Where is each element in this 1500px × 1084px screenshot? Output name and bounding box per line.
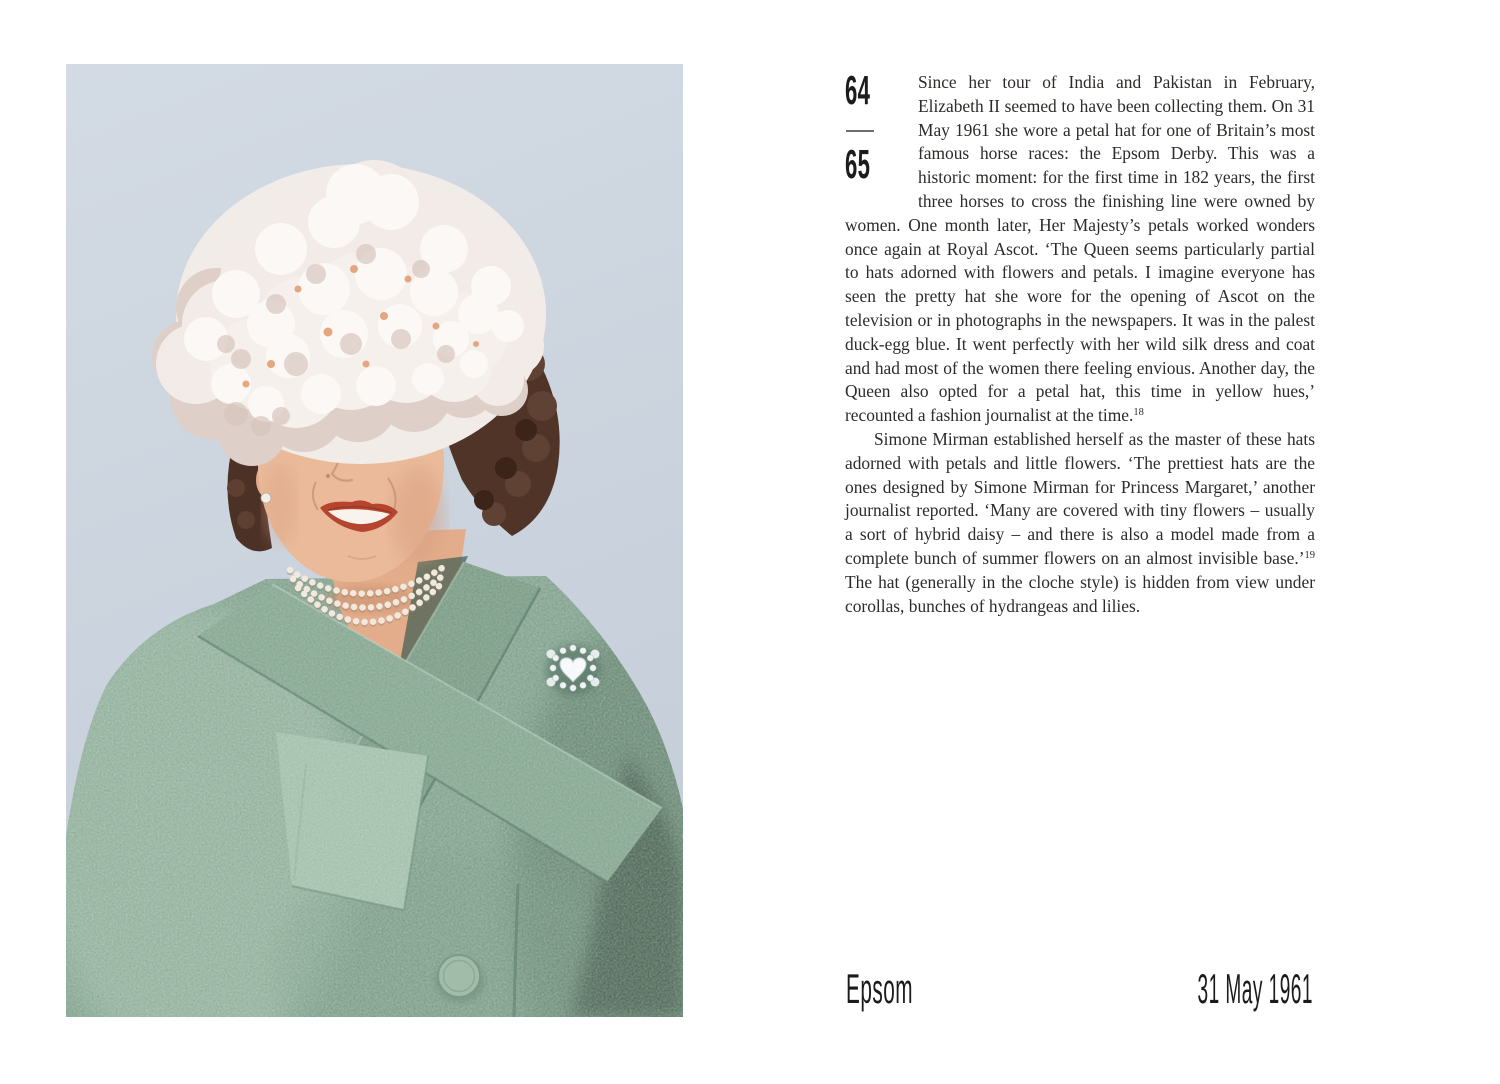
paragraph-1-text: Since her tour of India and Pakistan in February, Elizabeth II seemed to have been collecting them. On 31 May 1961 she wore a petal hat for one of Britain’s most famous horse races: the Epsom Derby. This was a historic moment: for the first time in 182 years, the first three horses to cross the finishing line were owned by women. One month later, Her Majesty’s petals worked wonders once again at Royal Ascot. ‘The Queen seems particularly partial to hats adorned with flowers and petals. I imagine everyone has seen the pretty hat she wore for the opening of Ascot on the television or in photographs in the newspapers. It was in the palest duck-egg blue. It went perfectly with her wild silk dress and coat and had most of the women there feeling envious. Another day, the Queen also opted for a petal hat, this time in yellow hues,’ recounted a fashion journalist at the time. (845, 72, 1315, 426)
page-number-bottom: 65 (845, 141, 871, 187)
paragraph-2-continuation: The hat (generally in the cloche style) is hidden from view under corollas, bunches of hydrangeas and lilies. (845, 571, 1315, 616)
paragraph-2 (845, 428, 1315, 618)
footnote-ref: 18 (1133, 407, 1144, 419)
article-text-column (845, 67, 1315, 618)
footnote-ref: 19 (1304, 549, 1315, 561)
folio-divider (846, 130, 874, 132)
portrait-photo (66, 64, 683, 1017)
left-page-photo (66, 64, 683, 1017)
caption-location: Epsom (846, 965, 914, 1012)
diamond-brooch (546, 645, 600, 695)
page-number-top: 64 (845, 67, 871, 113)
paragraph-2-text: Simone Mirman established herself as the master of these hats adorned with petals and little flowers. ‘The prettiest hats are the ones designed by Simone Mirman for Princess Margaret,’ another journalist reported. ‘Many are covered with tiny flowers – usually a sort of hybrid daisy – and there is also a model made from a complete bunch of summer flowers on an almost invisible base.’ (845, 428, 1315, 568)
folio-page-numbers (845, 67, 918, 212)
caption-date: 31 May 1961 (1197, 965, 1313, 1012)
